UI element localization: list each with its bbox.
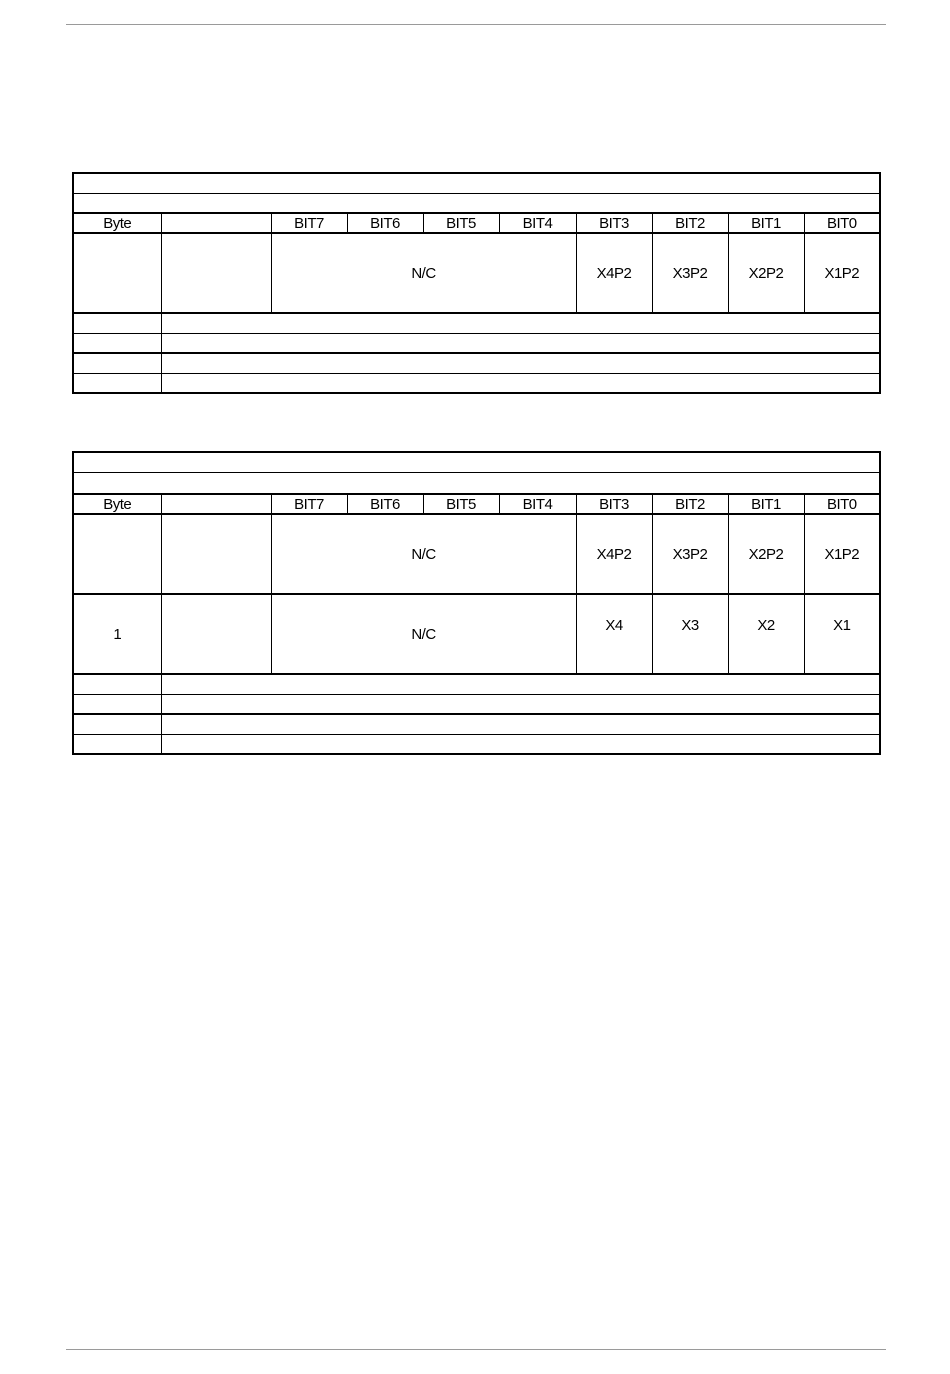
register-table-1 — [72, 172, 881, 394]
bit0-cell: X1 — [804, 594, 880, 674]
table-row — [73, 514, 880, 594]
bit6-header: BIT6 — [347, 494, 423, 514]
table-title-row — [73, 452, 880, 472]
bit7-header: BIT7 — [271, 494, 347, 514]
bit3-cell: X4P2 — [576, 514, 652, 594]
nc-cell: N/C — [271, 594, 576, 674]
byte-cell — [73, 514, 161, 594]
byte-header: Byte — [73, 494, 161, 514]
bit0-header: BIT0 — [804, 213, 880, 233]
bit2-cell: X3 — [652, 594, 728, 674]
footer-label — [73, 373, 161, 393]
byte-header: Byte — [73, 213, 161, 233]
footer-value — [161, 694, 880, 714]
bit6-header: BIT6 — [347, 213, 423, 233]
table-subtitle-row — [73, 193, 880, 213]
footer-label — [73, 694, 161, 714]
nc-cell: N/C — [271, 514, 576, 594]
bit2-header: BIT2 — [652, 213, 728, 233]
header-rule — [66, 24, 886, 25]
bit1-header: BIT1 — [728, 494, 804, 514]
bit2-header: BIT2 — [652, 494, 728, 514]
footer-label — [73, 353, 161, 373]
table-subtitle-row — [73, 472, 880, 494]
footer-label — [73, 714, 161, 734]
table-row — [73, 233, 880, 313]
bit1-cell: X2P2 — [728, 514, 804, 594]
footer-value — [161, 714, 880, 734]
footer-label — [73, 333, 161, 353]
table-row — [73, 594, 880, 674]
footer-value — [161, 674, 880, 694]
footer-row — [73, 734, 880, 754]
footer-label — [73, 313, 161, 333]
nc-cell: N/C — [271, 233, 576, 313]
footer-label — [73, 674, 161, 694]
bit3-header: BIT3 — [576, 213, 652, 233]
bit0-cell: X1P2 — [804, 514, 880, 594]
footer-value — [161, 313, 880, 333]
name-header — [161, 494, 271, 514]
bit4-header: BIT4 — [499, 213, 576, 233]
bit3-cell: X4 — [576, 594, 652, 674]
footer-row — [73, 333, 880, 353]
bit3-cell: X4P2 — [576, 233, 652, 313]
header-row — [73, 494, 880, 514]
footer-row — [73, 714, 880, 734]
footer-row — [73, 313, 880, 333]
footer-label — [73, 734, 161, 754]
footer-value — [161, 734, 880, 754]
name-cell — [161, 233, 271, 313]
bit2-cell: X3P2 — [652, 233, 728, 313]
footer-row — [73, 353, 880, 373]
footer-value — [161, 373, 880, 393]
bit3-header: BIT3 — [576, 494, 652, 514]
bit2-cell: X3P2 — [652, 514, 728, 594]
bit5-header: BIT5 — [423, 494, 499, 514]
footer-value — [161, 353, 880, 373]
bit4-header: BIT4 — [499, 494, 576, 514]
bit1-cell: X2 — [728, 594, 804, 674]
register-table-2 — [72, 451, 881, 755]
bit7-header: BIT7 — [271, 213, 347, 233]
bit0-header: BIT0 — [804, 494, 880, 514]
footer-row — [73, 694, 880, 714]
byte-cell: 1 — [73, 594, 161, 674]
bit0-cell: X1P2 — [804, 233, 880, 313]
header-row — [73, 213, 880, 233]
footer-row — [73, 373, 880, 393]
byte-cell — [73, 233, 161, 313]
name-cell — [161, 514, 271, 594]
bit5-header: BIT5 — [423, 213, 499, 233]
bit1-header: BIT1 — [728, 213, 804, 233]
footer-rule — [66, 1349, 886, 1350]
footer-row — [73, 674, 880, 694]
name-header — [161, 213, 271, 233]
table-title-row — [73, 173, 880, 193]
name-cell — [161, 594, 271, 674]
footer-value — [161, 333, 880, 353]
bit1-cell: X2P2 — [728, 233, 804, 313]
